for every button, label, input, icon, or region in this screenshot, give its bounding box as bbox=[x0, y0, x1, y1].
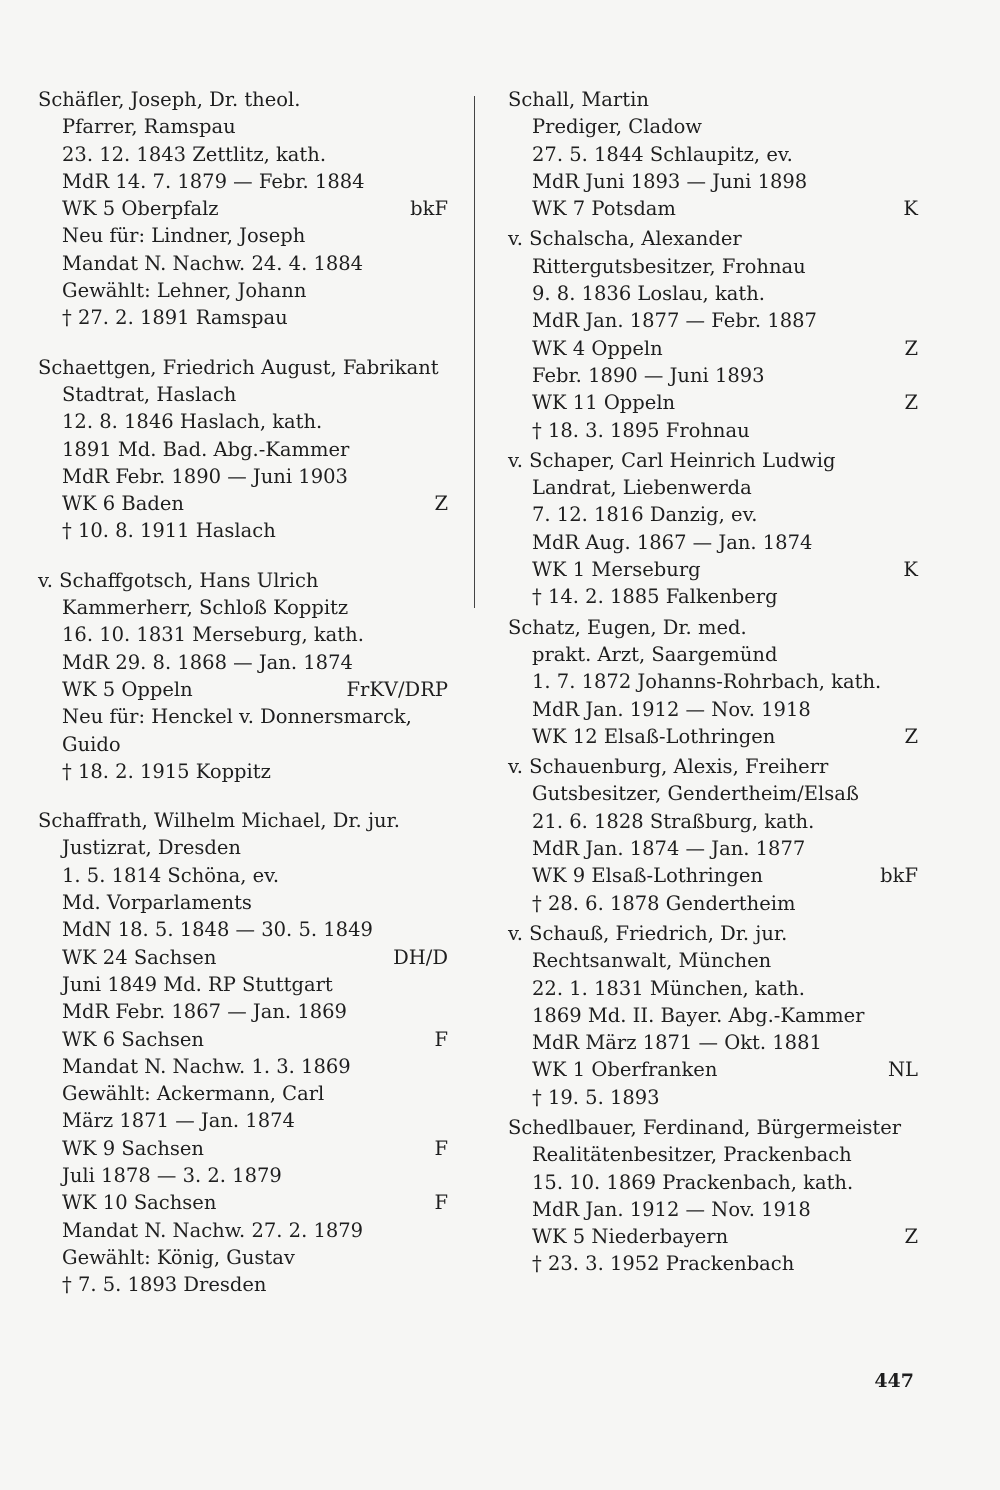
entry-line bbox=[38, 649, 448, 676]
entry-line-text: † 18. 3. 1895 Frohnau bbox=[532, 418, 750, 442]
biography-entry bbox=[38, 86, 448, 332]
entry-line-text: 1. 7. 1872 Johanns-Rohrbach, kath. bbox=[532, 670, 882, 694]
entry-line-text: Neu für: Henckel v. Donnersmarck, bbox=[62, 705, 412, 729]
entry-line-text: 12. 8. 1846 Haslach, kath. bbox=[62, 410, 323, 434]
entry-line bbox=[38, 141, 448, 168]
entry-line-text: 22. 1. 1831 München, kath. bbox=[532, 976, 805, 1000]
entry-name: Schatz, Eugen, Dr. med. bbox=[508, 615, 747, 639]
entry-line bbox=[38, 277, 448, 304]
entry-line bbox=[508, 835, 918, 862]
entry-name: Schäfler, Joseph, Dr. theol. bbox=[38, 88, 301, 111]
biography-entry bbox=[508, 1114, 918, 1278]
entry-line-text: prakt. Arzt, Saargemünd bbox=[532, 642, 778, 666]
entry-line bbox=[38, 971, 448, 998]
entry-line bbox=[38, 944, 448, 971]
entry-line bbox=[508, 808, 918, 835]
entry-line-text: Febr. 1890 — Juni 1893 bbox=[532, 363, 765, 387]
entry-line bbox=[38, 113, 448, 140]
entry-line-text: WK 12 Elsaß-Lothringen bbox=[532, 724, 776, 748]
entry-line bbox=[38, 758, 448, 785]
biography-entry bbox=[38, 807, 448, 1298]
biography-entry bbox=[508, 920, 918, 1111]
entry-line-text: Rechtsanwalt, München bbox=[532, 949, 772, 973]
entry-line-text: März 1871 — Jan. 1874 bbox=[62, 1109, 295, 1133]
entry-line bbox=[38, 703, 448, 730]
entry-line-text: WK 1 Merseburg bbox=[532, 558, 701, 582]
entry-line bbox=[38, 889, 448, 916]
entry-line-text: † 28. 6. 1878 Gendertheim bbox=[532, 891, 796, 915]
entry-line-text: WK 5 Oberpfalz bbox=[62, 197, 219, 221]
left-column bbox=[38, 86, 448, 1298]
entry-line bbox=[508, 696, 918, 723]
entry-line-text: † 14. 2. 1885 Falkenberg bbox=[532, 585, 778, 609]
party-affiliation: F bbox=[434, 1027, 448, 1051]
biography-entry bbox=[38, 567, 448, 785]
entry-line-text: WK 1 Oberfranken bbox=[532, 1058, 718, 1082]
biography-entry bbox=[508, 225, 918, 443]
entry-line bbox=[508, 947, 918, 974]
right-column bbox=[508, 86, 918, 1278]
entry-line-text: 9. 8. 1836 Loslau, kath. bbox=[532, 282, 765, 306]
entry-line bbox=[508, 474, 918, 501]
entry-line bbox=[508, 141, 918, 168]
entry-line-text: WK 4 Oppeln bbox=[532, 336, 663, 360]
entry-line bbox=[38, 594, 448, 621]
entry-line bbox=[508, 417, 918, 444]
entry-line bbox=[508, 1056, 918, 1083]
party-affiliation: DH/D bbox=[393, 945, 448, 969]
entry-line bbox=[508, 362, 918, 389]
entry-line bbox=[508, 583, 918, 610]
entry-line-text: Prediger, Cladow bbox=[532, 115, 702, 139]
entry-line-text: Realitätenbesitzer, Prackenbach bbox=[532, 1143, 852, 1167]
biography-entry bbox=[508, 614, 918, 750]
entry-line-text: † 10. 8. 1911 Haslach bbox=[62, 519, 276, 543]
entry-line-text: † 7. 5. 1893 Dresden bbox=[62, 1273, 267, 1297]
entry-line bbox=[508, 280, 918, 307]
party-affiliation: FrKV/DRP bbox=[346, 677, 448, 701]
entry-line bbox=[38, 834, 448, 861]
entry-line-text: MdR 29. 8. 1868 — Jan. 1874 bbox=[62, 650, 353, 674]
entry-line bbox=[508, 253, 918, 280]
entry-line bbox=[38, 1244, 448, 1271]
entry-line-text: 1869 Md. II. Bayer. Abg.-Kammer bbox=[532, 1003, 865, 1027]
entry-line-text: 1. 5. 1814 Schöna, ev. bbox=[62, 863, 280, 887]
entry-line bbox=[38, 1162, 448, 1189]
entry-line bbox=[38, 250, 448, 277]
entry-line bbox=[38, 463, 448, 490]
entry-line bbox=[38, 1053, 448, 1080]
entry-line bbox=[508, 641, 918, 668]
entry-line-text: Neu für: Lindner, Joseph bbox=[62, 224, 306, 248]
entry-line bbox=[508, 1002, 918, 1029]
biography-entry bbox=[38, 354, 448, 545]
entry-line-text: Gewählt: Lehner, Johann bbox=[62, 279, 307, 303]
entry-line-text: Gutsbesitzer, Gendertheim/Elsaß bbox=[532, 782, 859, 806]
entry-line-text: WK 9 Elsaß-Lothringen bbox=[532, 864, 763, 888]
entry-line bbox=[38, 862, 448, 889]
entry-line-text: WK 5 Niederbayern bbox=[532, 1225, 729, 1249]
entry-line bbox=[508, 1084, 918, 1111]
entry-name: Schall, Martin bbox=[508, 88, 649, 111]
entry-line bbox=[508, 501, 918, 528]
entry-line-text: Juli 1878 — 3. 2. 1879 bbox=[62, 1163, 282, 1187]
entry-line bbox=[508, 780, 918, 807]
entry-line bbox=[38, 998, 448, 1025]
entry-line bbox=[38, 408, 448, 435]
entry-line bbox=[508, 975, 918, 1002]
entry-line-text: † 23. 3. 1952 Prackenbach bbox=[532, 1252, 795, 1276]
entry-line bbox=[38, 222, 448, 249]
entry-line bbox=[38, 1107, 448, 1134]
entry-line bbox=[38, 436, 448, 463]
entry-line-text: WK 6 Baden bbox=[62, 492, 184, 516]
entry-line bbox=[508, 335, 918, 362]
entry-line-text: MdR Jan. 1877 — Febr. 1887 bbox=[532, 309, 817, 333]
entry-line bbox=[38, 517, 448, 544]
party-affiliation: Z bbox=[904, 391, 918, 415]
entry-line-text: MdR Aug. 1867 — Jan. 1874 bbox=[532, 530, 813, 554]
party-affiliation: bkF bbox=[410, 197, 448, 221]
party-affiliation: NL bbox=[887, 1058, 918, 1082]
entry-line bbox=[38, 304, 448, 331]
party-affiliation: F bbox=[434, 1191, 448, 1215]
entry-line-text: 15. 10. 1869 Prackenbach, kath. bbox=[532, 1170, 854, 1194]
entry-line bbox=[508, 1196, 918, 1223]
entry-line-text: WK 9 Sachsen bbox=[62, 1136, 204, 1160]
biography-entry bbox=[508, 86, 918, 222]
party-affiliation: F bbox=[434, 1136, 448, 1160]
entry-line-text: † 27. 2. 1891 Ramspau bbox=[62, 306, 288, 330]
entry-line bbox=[38, 916, 448, 943]
entry-line bbox=[38, 490, 448, 517]
entry-line-text: Stadtrat, Haslach bbox=[62, 382, 237, 406]
entry-line-text: 16. 10. 1831 Merseburg, kath. bbox=[62, 623, 364, 647]
entry-line-text: MdR Jan. 1874 — Jan. 1877 bbox=[532, 837, 806, 861]
entry-line bbox=[38, 1135, 448, 1162]
party-affiliation: Z bbox=[904, 336, 918, 360]
entry-name: Schaffrath, Wilhelm Michael, Dr. jur. bbox=[38, 809, 400, 833]
entry-line bbox=[38, 381, 448, 408]
entry-line bbox=[38, 1271, 448, 1298]
entry-line-text: MdR März 1871 — Okt. 1881 bbox=[532, 1031, 822, 1055]
entry-line-text: MdN 18. 5. 1848 — 30. 5. 1849 bbox=[62, 918, 373, 942]
entry-name: v. Schaper, Carl Heinrich Ludwig bbox=[508, 448, 836, 472]
entry-line-text: MdR Juni 1893 — Juni 1898 bbox=[532, 169, 808, 193]
entry-line bbox=[508, 890, 918, 917]
entry-line bbox=[38, 168, 448, 195]
entry-line-text: WK 7 Potsdam bbox=[532, 197, 676, 221]
entry-line-text: Pfarrer, Ramspau bbox=[62, 115, 236, 139]
entry-line bbox=[38, 731, 448, 758]
entry-line-text: MdR Jan. 1912 — Nov. 1918 bbox=[532, 697, 811, 721]
party-affiliation: K bbox=[903, 197, 918, 221]
party-affiliation: K bbox=[903, 558, 918, 582]
party-affiliation: Z bbox=[904, 724, 918, 748]
entry-line-text: WK 11 Oppeln bbox=[532, 391, 676, 415]
entry-line bbox=[508, 195, 918, 222]
party-affiliation: bkF bbox=[880, 864, 918, 888]
entry-line-text: MdR Jan. 1912 — Nov. 1918 bbox=[532, 1197, 811, 1221]
entry-line bbox=[508, 723, 918, 750]
entry-line-text: WK 5 Oppeln bbox=[62, 677, 193, 701]
entry-line bbox=[508, 529, 918, 556]
entry-line-text: 23. 12. 1843 Zettlitz, kath. bbox=[62, 142, 327, 166]
entry-line bbox=[38, 195, 448, 222]
entry-line-text: Gewählt: Ackermann, Carl bbox=[62, 1082, 325, 1106]
biography-entry bbox=[508, 447, 918, 611]
entry-line-text: MdR Febr. 1867 — Jan. 1869 bbox=[62, 1000, 347, 1024]
entry-line-text: 21. 6. 1828 Straßburg, kath. bbox=[532, 809, 815, 833]
entry-line-text: WK 24 Sachsen bbox=[62, 945, 217, 969]
entry-line bbox=[508, 556, 918, 583]
entry-line bbox=[38, 621, 448, 648]
entry-line-text: † 19. 5. 1893 bbox=[532, 1085, 660, 1109]
entry-line bbox=[508, 307, 918, 334]
entry-line-text: MdR 14. 7. 1879 — Febr. 1884 bbox=[62, 169, 365, 193]
entry-line bbox=[508, 1250, 918, 1277]
entry-name: Schedlbauer, Ferdinand, Bürgermeister bbox=[508, 1115, 902, 1139]
entry-line-text: Mandat N. Nachw. 27. 2. 1879 bbox=[62, 1218, 364, 1242]
entry-line bbox=[508, 1169, 918, 1196]
entry-name: v. Schauß, Friedrich, Dr. jur. bbox=[508, 921, 788, 945]
entry-name: v. Schaffgotsch, Hans Ulrich bbox=[38, 568, 319, 592]
entry-line-text: Justizrat, Dresden bbox=[62, 836, 241, 860]
entry-line-text: Guido bbox=[62, 732, 121, 756]
entry-line bbox=[38, 1080, 448, 1107]
entry-line-text: Landrat, Liebenwerda bbox=[532, 476, 752, 500]
entry-line bbox=[508, 389, 918, 416]
entry-line bbox=[508, 113, 918, 140]
entry-line bbox=[38, 1026, 448, 1053]
entry-line bbox=[38, 1217, 448, 1244]
entry-line-text: WK 10 Sachsen bbox=[62, 1191, 217, 1215]
party-affiliation: Z bbox=[904, 1225, 918, 1249]
entry-name: Schaettgen, Friedrich August, Fabrikant bbox=[38, 355, 439, 379]
entry-line bbox=[508, 668, 918, 695]
entry-line bbox=[508, 862, 918, 889]
entry-line bbox=[508, 1029, 918, 1056]
entry-line-text: Kammerherr, Schloß Koppitz bbox=[62, 596, 349, 620]
entry-line-text: 7. 12. 1816 Danzig, ev. bbox=[532, 503, 758, 527]
party-affiliation: Z bbox=[434, 492, 448, 516]
entry-line-text: WK 6 Sachsen bbox=[62, 1027, 204, 1051]
entry-line-text: Gewählt: König, Gustav bbox=[62, 1245, 295, 1269]
entry-line bbox=[508, 1141, 918, 1168]
entry-line-text: † 18. 2. 1915 Koppitz bbox=[62, 759, 271, 783]
biography-entry bbox=[508, 753, 918, 917]
column-divider bbox=[474, 96, 475, 608]
entry-line-text: Mandat N. Nachw. 1. 3. 1869 bbox=[62, 1054, 351, 1078]
entry-line-text: Md. Vorparlaments bbox=[62, 891, 252, 915]
entry-line-text: Mandat N. Nachw. 24. 4. 1884 bbox=[62, 251, 364, 275]
entry-name: v. Schauenburg, Alexis, Freiherr bbox=[508, 755, 829, 779]
entry-line-text: 1891 Md. Bad. Abg.-Kammer bbox=[62, 437, 350, 461]
page-number: 447 bbox=[874, 1370, 914, 1392]
entry-line-text: Rittergutsbesitzer, Frohnau bbox=[532, 254, 806, 278]
entry-name: v. Schalscha, Alexander bbox=[508, 227, 742, 251]
entry-line bbox=[38, 1189, 448, 1216]
entry-line-text: 27. 5. 1844 Schlaupitz, ev. bbox=[532, 142, 793, 166]
entry-line-text: Juni 1849 Md. RP Stuttgart bbox=[62, 972, 333, 996]
entry-line bbox=[38, 676, 448, 703]
entry-line bbox=[508, 1223, 918, 1250]
entry-line-text: MdR Febr. 1890 — Juni 1903 bbox=[62, 464, 348, 488]
entry-line bbox=[508, 168, 918, 195]
